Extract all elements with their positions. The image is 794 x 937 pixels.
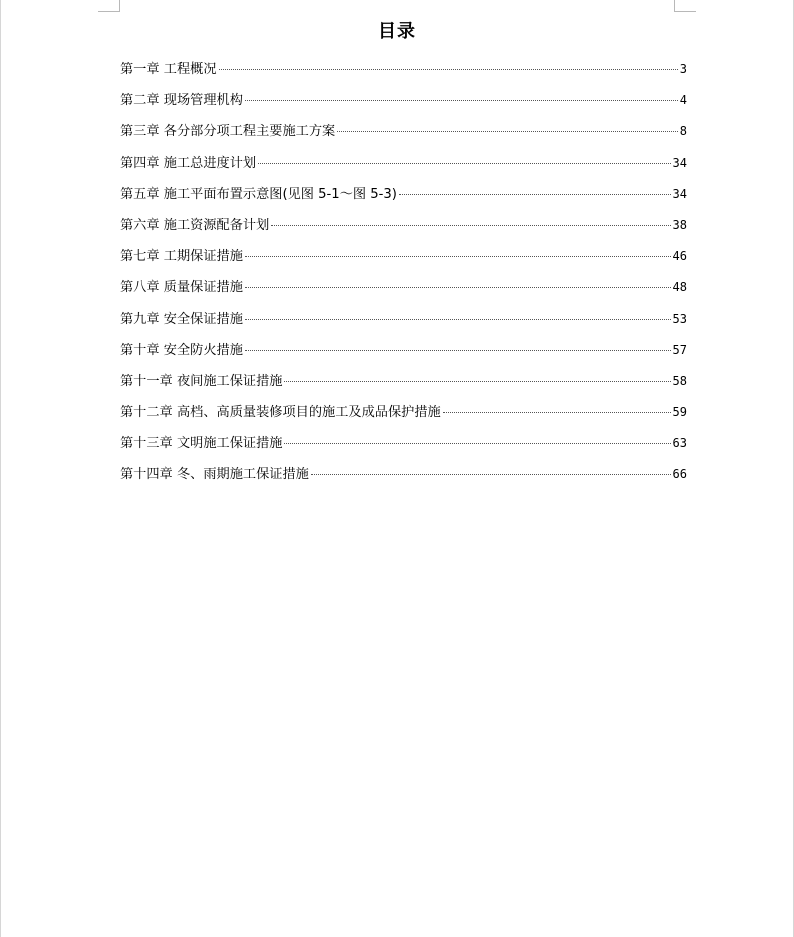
toc-page-number: 66 — [672, 467, 687, 482]
toc-entry[interactable] — [120, 184, 687, 215]
toc-entry[interactable] — [120, 340, 687, 371]
toc-page-number: 57 — [672, 342, 687, 357]
toc-entry-title: 第十四章 冬、雨期施工保证措施 — [120, 467, 309, 483]
toc-dot-leader — [284, 381, 670, 382]
toc-page-number: 46 — [672, 249, 687, 264]
toc-entry[interactable] — [120, 153, 687, 184]
toc-entry-title: 第八章 质量保证措施 — [120, 280, 243, 296]
toc-page-number: 3 — [679, 62, 687, 76]
toc-entry-title: 第十二章 高档、高质量装修项目的施工及成品保护措施 — [120, 405, 441, 421]
toc-page-number: 34 — [672, 186, 687, 201]
toc-dot-leader — [245, 319, 671, 320]
toc-dot-leader — [245, 350, 671, 351]
table-of-contents — [120, 59, 687, 496]
toc-page-number: 38 — [672, 217, 687, 232]
toc-entry-title: 第六章 施工资源配备计划 — [120, 217, 270, 233]
crop-mark-top-right — [674, 0, 696, 12]
toc-entry[interactable] — [120, 90, 687, 121]
toc-dot-leader — [443, 412, 671, 413]
toc-dot-leader — [284, 443, 670, 444]
toc-entry[interactable] — [120, 277, 687, 308]
page-left-edge — [0, 0, 1, 937]
toc-dot-leader — [337, 131, 678, 132]
toc-entry[interactable] — [120, 464, 687, 495]
toc-page-number: 4 — [679, 93, 687, 108]
toc-entry-title: 第十章 安全防火措施 — [120, 342, 243, 358]
toc-entry-title: 第二章 现场管理机构 — [120, 93, 243, 109]
toc-entry-title: 第九章 安全保证措施 — [120, 311, 243, 327]
toc-entry-title: 第三章 各分部分项工程主要施工方案 — [120, 124, 336, 140]
toc-dot-leader — [311, 474, 671, 475]
toc-dot-leader — [219, 69, 678, 70]
toc-entry-title: 第五章 施工平面布置示意图(见图 5-1～图 5-3) — [120, 186, 397, 202]
toc-page-number: 34 — [672, 155, 687, 170]
toc-dot-leader — [245, 287, 671, 288]
toc-entry[interactable] — [120, 402, 687, 433]
toc-dot-leader — [258, 163, 670, 164]
toc-dot-leader — [399, 194, 671, 195]
toc-page-number: 59 — [672, 405, 687, 420]
toc-page-number: 53 — [672, 311, 687, 326]
toc-page-number: 58 — [672, 373, 687, 388]
toc-page-number: 63 — [672, 436, 687, 451]
toc-entry-title: 第十一章 夜间施工保证措施 — [120, 373, 283, 389]
toc-entry[interactable] — [120, 371, 687, 402]
toc-entry-title: 第一章 工程概况 — [120, 62, 217, 77]
toc-entry[interactable] — [120, 433, 687, 464]
toc-dot-leader — [271, 225, 670, 226]
toc-entry-title: 第四章 施工总进度计划 — [120, 155, 257, 171]
toc-dot-leader — [245, 100, 678, 101]
toc-entry[interactable] — [120, 59, 687, 90]
page-title: 目录 — [378, 21, 416, 42]
toc-entry[interactable] — [120, 121, 687, 152]
toc-entry-title: 第十三章 文明施工保证措施 — [120, 436, 283, 452]
toc-entry-title: 第七章 工期保证措施 — [120, 249, 243, 265]
toc-page-number: 48 — [672, 280, 687, 295]
toc-entry[interactable] — [120, 309, 687, 340]
toc-entry[interactable] — [120, 246, 687, 277]
toc-page-number: 8 — [679, 124, 687, 139]
toc-entry[interactable] — [120, 215, 687, 246]
crop-mark-top-left — [98, 0, 120, 12]
toc-dot-leader — [245, 256, 671, 257]
